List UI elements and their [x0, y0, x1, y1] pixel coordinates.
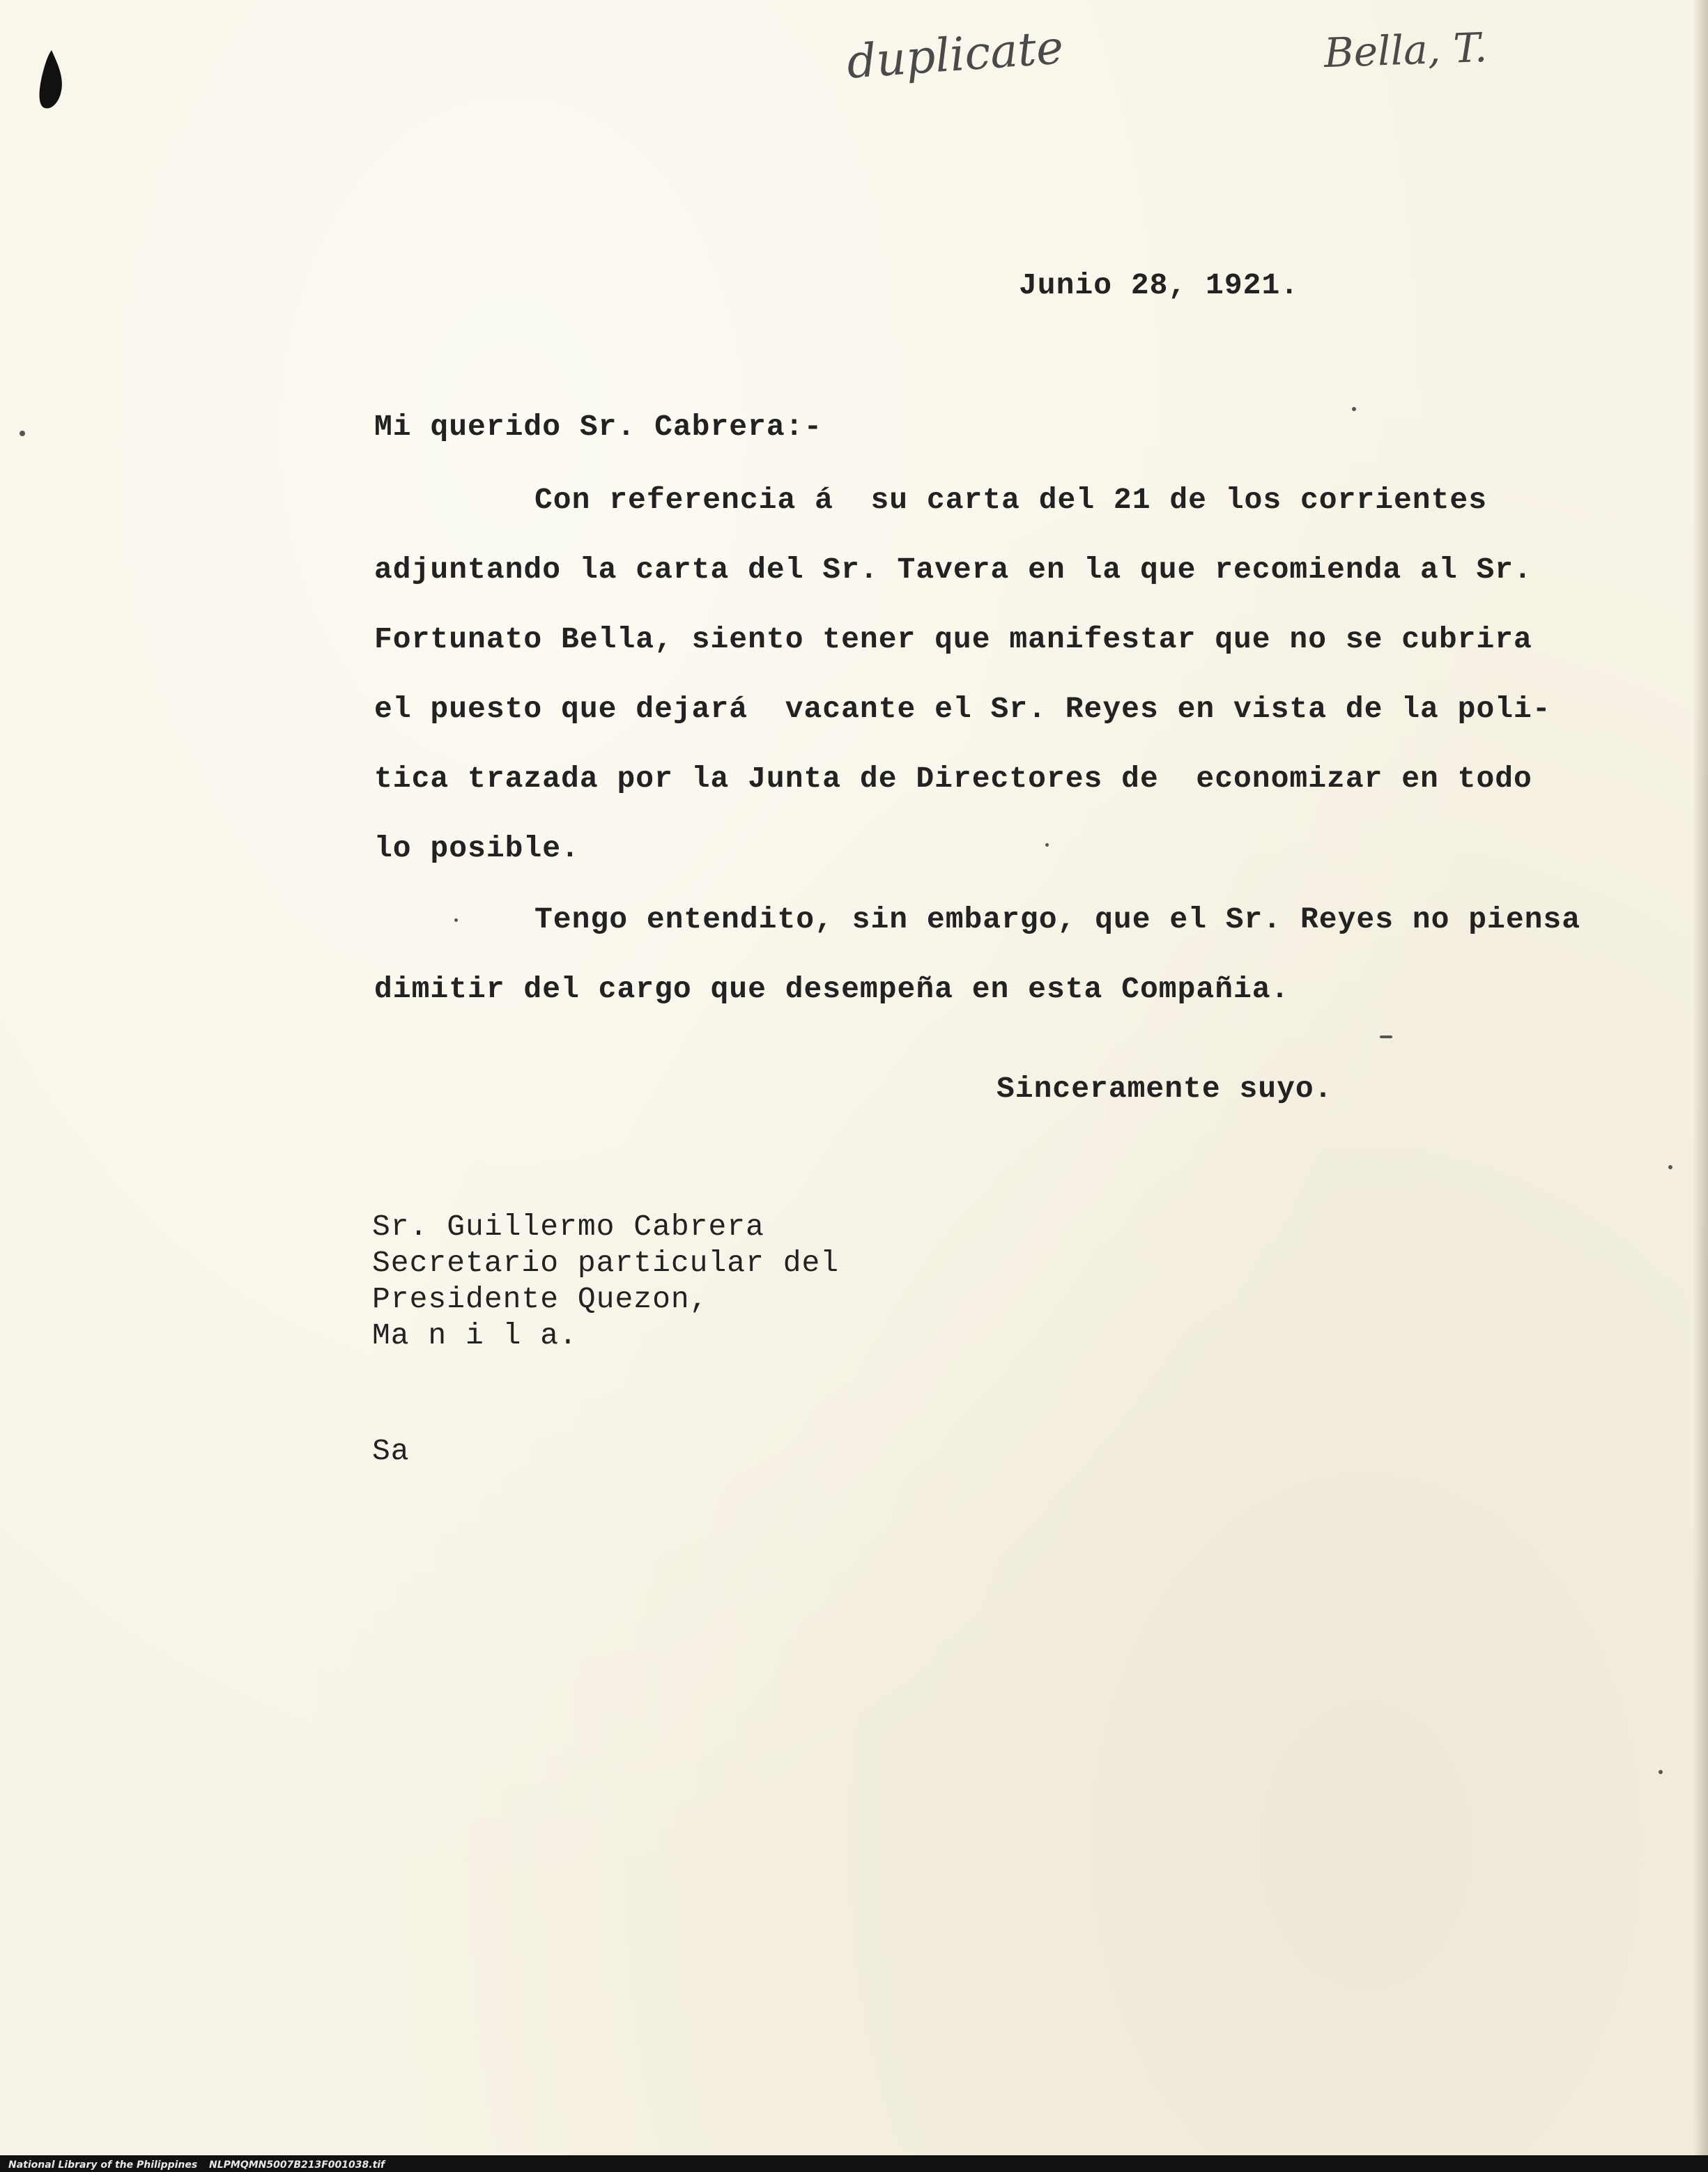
paper-speck	[454, 918, 458, 922]
paragraph-line: tica trazada por la Junta de Directores de economizar en todo	[374, 762, 1532, 796]
paragraph-line: Con referencia á su carta del 21 de los corrientes	[534, 483, 1488, 517]
paper-speck	[1380, 1035, 1392, 1038]
paragraph-line: lo posible.	[374, 831, 580, 865]
archive-institution: National Library of the Philippines	[8, 2159, 198, 2171]
address-line: Presidente Quezon,	[372, 1282, 709, 1316]
paper-speck	[1045, 843, 1049, 847]
letter-date: Junio 28, 1921.	[1019, 268, 1300, 302]
paragraph-line: adjuntando la carta del Sr. Tavera en la que recomienda al Sr.	[374, 553, 1532, 587]
archive-file-id: NLPMQMN5007B213F001038.tif	[209, 2159, 385, 2171]
paper-speck	[1668, 1165, 1672, 1169]
letter-salutation: Mi querido Sr. Cabrera:-	[374, 410, 823, 444]
letter-closing: Sinceramente suyo.	[997, 1072, 1333, 1106]
recipient-address	[372, 1209, 839, 1354]
letter-paragraph-1	[374, 479, 1551, 898]
page-edge-shadow	[1693, 0, 1708, 2172]
letter-paragraph-2	[374, 899, 1580, 1038]
paragraph-line: dimitir del cargo que desempeña en esta Compañia.	[374, 972, 1290, 1006]
address-line: Sr. Guillermo Cabrera	[372, 1210, 764, 1244]
paper-speck	[20, 431, 25, 436]
address-line: Ma n i l a.	[372, 1318, 578, 1353]
handwritten-name-note: Bella, T.	[1323, 23, 1488, 77]
handwritten-duplicate-note: duplicate	[845, 20, 1065, 89]
paper-speck	[1659, 1770, 1663, 1774]
paragraph-line: el puesto que dejará vacante el Sr. Reyes en vista de la poli-	[374, 692, 1551, 726]
address-line: Secretario particular del	[372, 1246, 840, 1280]
typist-initials: Sa	[372, 1434, 410, 1468]
ink-blot-mark	[36, 49, 67, 113]
paper-speck	[1352, 407, 1356, 411]
paragraph-line: Tengo entendito, sin embargo, que el Sr. Reyes no piensa	[534, 902, 1581, 937]
paragraph-line: Fortunato Bella, siento tener que manifestar que no se cubrira	[374, 622, 1532, 656]
